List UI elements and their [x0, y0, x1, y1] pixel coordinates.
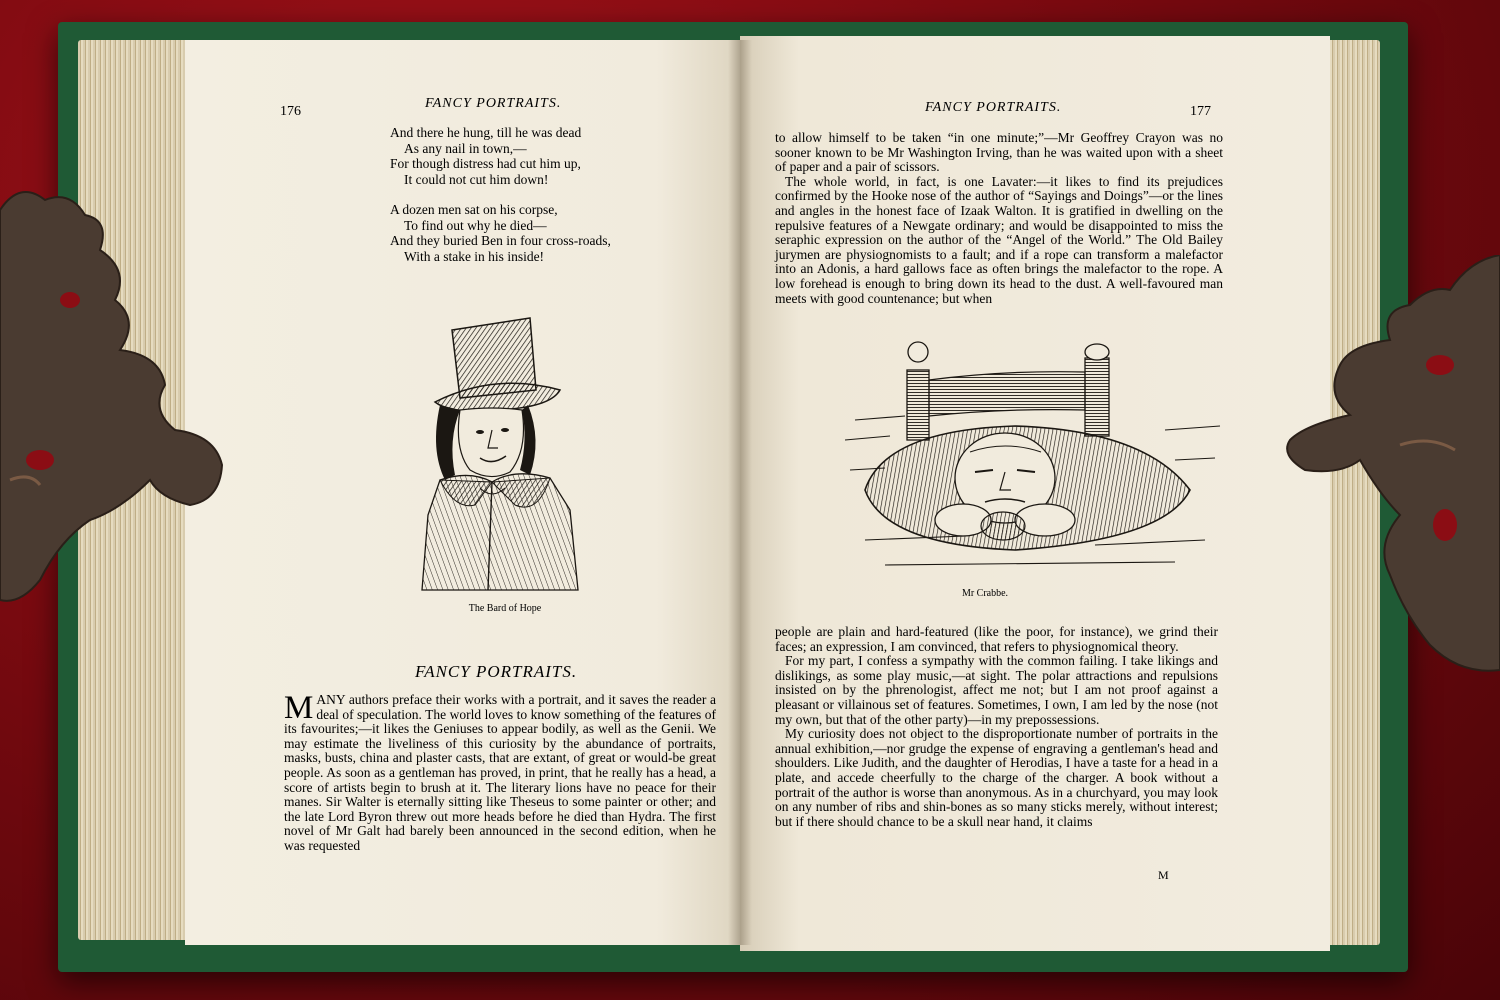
right-page-number: 177: [1190, 104, 1211, 119]
crabbe-caption: Mr Crabbe.: [961, 588, 1009, 599]
drop-cap: M: [284, 690, 314, 726]
poem-line: To find out why he died—: [404, 217, 547, 233]
bard-of-hope-engraving: [410, 310, 600, 600]
right-paragraph: people are plain and hard-featured (like the poor, for instance), we grind their faces; an expression, I am convinced, that refers to physiognomical theory.: [775, 624, 1218, 654]
right-paragraph: For my part, I confess a sympathy with the common failing. I take likings and dislikings, as some play music,—at sight. The polar attractions and repulsions insisted on by the phrenologist, affect me not; but I am not proof against a pleasant or villainous set of features. Sometimes, I own, I am led by the nose (not my own, but that of the other party)—in my prepossessions.: [775, 653, 1218, 727]
right-paragraph: My curiosity does not object to the disproportionate number of portraits in the annual exhibition,—nor grudge the expense of engraving a gentleman's head and shoulders. Like Judith, and the daughter of Herodias, I have a taste for a head in a plate, and accede cheerfully to the charge of the charger. A book without a portrait of the author is worse than anonymous. As in a churchyard, you may look on any number of ribs and shin-bones as so many sticks merely, without interest; but if there should chance to be a skull near hand, it claims: [775, 726, 1218, 829]
signature-mark: M: [1158, 868, 1169, 882]
poem: [390, 125, 611, 264]
right-running-head: FANCY PORTRAITS.: [925, 100, 1062, 115]
left-page-clip: [0, 180, 225, 610]
poem-line: With a stake in his inside!: [404, 248, 545, 264]
right-page-clip: [1280, 255, 1500, 680]
first-word-rest: ANY: [316, 692, 346, 707]
gutter-shadow: [728, 40, 752, 945]
poem-line: For though distress had cut him up,: [390, 156, 581, 171]
left-page-number: 176: [280, 104, 301, 119]
right-paragraph: The whole world, in fact, is one Lavater:—it likes to find its prejudices confirmed by the Hooke nose of the author of “Sayings and Doings”—or the lines and angles in the honest face of Izaak Walton. It is gratified in dwelling on the repulsive features of a Newgate ordinary; and would be disappointed to miss the seraphic expression on the author of the “Angel of the World.” The Old Bailey jurymen are physiognomists to a fault; and if a rope can transform a malefactor into an Adonis, a hard gallows face as often brings the malefactor to the rope. A low forehead is enough to bring down its head to the dust. A well-favoured man meets with good countenance; but when: [775, 173, 1223, 306]
poem-line: It could not cut him down!: [404, 171, 549, 187]
poem-line: And they buried Ben in four cross-roads,: [390, 233, 611, 248]
left-prose: [284, 690, 717, 854]
poem-line: And there he hung, till he was dead: [390, 125, 582, 140]
left-running-head: FANCY PORTRAITS.: [425, 96, 562, 111]
poem-line: As any nail in town,—: [404, 140, 527, 156]
poem-line: A dozen men sat on his corpse,: [390, 202, 558, 217]
right-paragraph: to allow himself to be taken “in one minute;”—Mr Geoffrey Crayon was no sooner known to be Mr Washington Irving, than he was waited upon with a sheet of paper and a pair of scissors.: [775, 130, 1223, 175]
bard-caption: The Bard of Hope: [468, 603, 542, 614]
poem-stanza-break: [390, 187, 611, 202]
section-title: FANCY PORTRAITS.: [415, 662, 578, 681]
right-top-prose: [775, 131, 1223, 306]
right-bottom-prose: [775, 625, 1218, 829]
mr-crabbe-engraving: [845, 340, 1225, 575]
left-paragraph: authors preface their works with a portrait, and it saves the reader a deal of speculation. The world loves to know something of the features of its favourites;—it likes the Geniuses to appear bodily, as well as the Genii. We may estimate the liveliness of this curiosity by the abundance of portraits, masks, busts, china and plaster casts, that are extant, of great or would-be great people. As soon as a gentleman has proved, in print, that he really has a head, a score of artists begin to brush at it. The literary lions have no peace for their manes. Sir Walter is eternally sitting like Theseus to some painter or other; and the late Lord Byron threw out more heads before he died than Hydra. The first novel of Mr Galt had barely been announced in the second edition, when he was requested: [284, 692, 717, 853]
